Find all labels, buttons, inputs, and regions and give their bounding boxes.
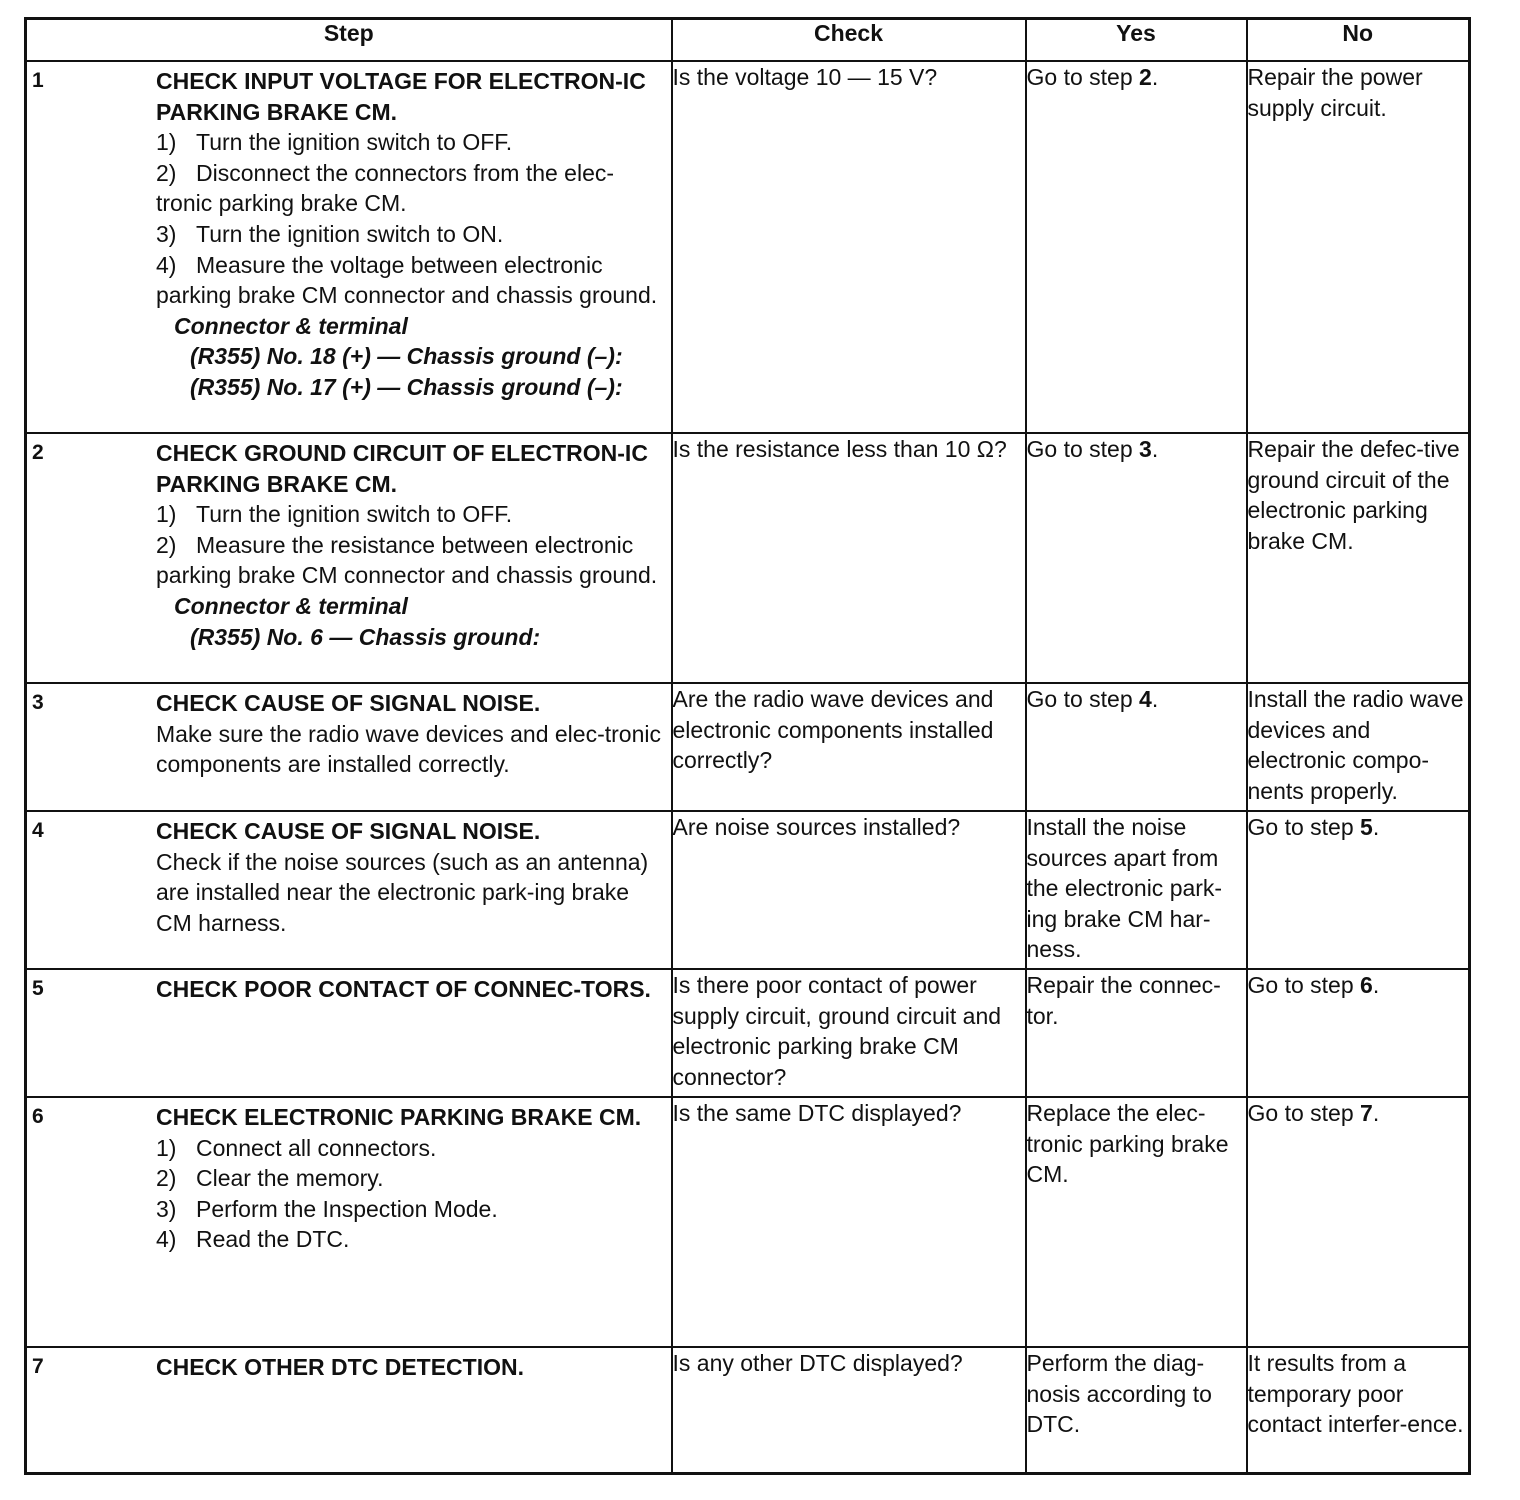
step-item: 1) Turn the ignition switch to OFF. — [156, 129, 513, 156]
step-item: 3) Perform the Inspection Mode. — [156, 1195, 498, 1222]
header-step: Step — [26, 19, 672, 62]
check-cell: Is any other DTC displayed? — [672, 1347, 1026, 1474]
step-title: CHECK CAUSE OF SIGNAL NOISE. — [156, 690, 541, 716]
header-yes: Yes — [1026, 19, 1247, 62]
check-cell: Is the same DTC displayed? — [672, 1097, 1026, 1347]
table-row — [26, 61, 1470, 433]
step-title: CHECK CAUSE OF SIGNAL NOISE. — [156, 818, 541, 844]
table-row — [26, 1097, 1470, 1347]
yes-cell: Go to step 2. — [1026, 61, 1247, 433]
step-item: 1) Connect all connectors. — [156, 1134, 437, 1161]
terminal-spec: (R355) No. 18 (+) — Chassis ground (–): — [190, 343, 623, 370]
step-description: Check if the noise sources (such as an antenna) are installed near the electronic park-ing brake CM harness. — [156, 848, 649, 936]
step-title: CHECK OTHER DTC DETECTION. — [156, 1354, 524, 1380]
step-item: 3) Turn the ignition switch to ON. — [156, 220, 504, 247]
step-item: 4) Measure the voltage between electronic parking brake CM connector and chassis ground. — [156, 251, 658, 309]
no-cell: Repair the power supply circuit. — [1247, 61, 1470, 433]
no-cell: Go to step 6. — [1247, 969, 1470, 1097]
header-check: Check — [672, 19, 1026, 62]
step-cell — [26, 683, 672, 811]
yes-cell: Replace the elec-tronic parking brake CM. — [1026, 1097, 1247, 1347]
step-item: 2) Clear the memory. — [156, 1165, 384, 1192]
header-no: No — [1247, 19, 1470, 62]
table-row — [26, 683, 1470, 811]
yes-cell: Go to step 4. — [1026, 683, 1247, 811]
check-cell: Is the voltage 10 — 15 V? — [672, 61, 1026, 433]
table-row — [26, 433, 1470, 683]
step-title: CHECK INPUT VOLTAGE FOR ELECTRON-IC PARKING BRAKE CM. — [156, 68, 646, 125]
step-title: CHECK ELECTRONIC PARKING BRAKE CM. — [156, 1104, 642, 1130]
no-cell: Repair the defec-tive ground circuit of the electronic parking brake CM. — [1247, 433, 1470, 683]
yes-cell: Repair the connec-tor. — [1026, 969, 1247, 1097]
step-cell — [26, 1347, 672, 1474]
yes-cell: Install the noise sources apart from the electronic park-ing brake CM har-ness. — [1026, 811, 1247, 969]
step-cell — [26, 969, 672, 1097]
step-number: 6 — [32, 1105, 44, 1128]
no-cell: Go to step 7. — [1247, 1097, 1470, 1347]
step-item: 2) Measure the resistance between electronic parking brake CM connector and chassis ground. — [156, 531, 658, 589]
check-cell: Are the radio wave devices and electronic components installed correctly? — [672, 683, 1026, 811]
header-row — [26, 19, 1470, 62]
connector-terminal-label: Connector & terminal — [174, 312, 408, 339]
step-cell — [26, 61, 672, 433]
check-cell: Is the resistance less than 10 Ω? — [672, 433, 1026, 683]
table-row — [26, 969, 1470, 1097]
step-item: 1) Turn the ignition switch to OFF. — [156, 501, 513, 528]
table-row — [26, 1347, 1470, 1474]
check-cell: Are noise sources installed? — [672, 811, 1026, 969]
diagnostic-table — [24, 17, 1471, 1475]
connector-terminal-label: Connector & terminal — [174, 592, 408, 619]
step-number: 1 — [32, 69, 44, 92]
step-cell — [26, 433, 672, 683]
step-item: 2) Disconnect the connectors from the elec-tronic parking brake CM. — [156, 159, 615, 217]
no-cell: Install the radio wave devices and electronic compo-nents properly. — [1247, 683, 1470, 811]
terminal-spec: (R355) No. 6 — Chassis ground: — [190, 623, 541, 650]
step-cell — [26, 811, 672, 969]
terminal-spec: (R355) No. 17 (+) — Chassis ground (–): — [190, 373, 623, 400]
no-cell: It results from a temporary poor contact interfer-ence. — [1247, 1347, 1470, 1474]
table-row — [26, 811, 1470, 969]
check-cell: Is there poor contact of power supply circuit, ground circuit and electronic parking brake CM connector? — [672, 969, 1026, 1097]
no-cell: Go to step 5. — [1247, 811, 1470, 969]
step-number: 7 — [32, 1355, 44, 1378]
step-description: Make sure the radio wave devices and elec-tronic components are installed correctly. — [156, 720, 661, 778]
yes-cell: Go to step 3. — [1026, 433, 1247, 683]
step-number: 2 — [32, 441, 44, 464]
yes-cell: Perform the diag-nosis according to DTC. — [1026, 1347, 1247, 1474]
step-item: 4) Read the DTC. — [156, 1226, 350, 1253]
step-number: 5 — [32, 977, 44, 1000]
step-cell — [26, 1097, 672, 1347]
step-title: CHECK POOR CONTACT OF CONNEC-TORS. — [156, 976, 651, 1002]
step-title: CHECK GROUND CIRCUIT OF ELECTRON-IC PARKING BRAKE CM. — [156, 440, 648, 497]
step-number: 3 — [32, 691, 44, 714]
step-number: 4 — [32, 819, 44, 842]
